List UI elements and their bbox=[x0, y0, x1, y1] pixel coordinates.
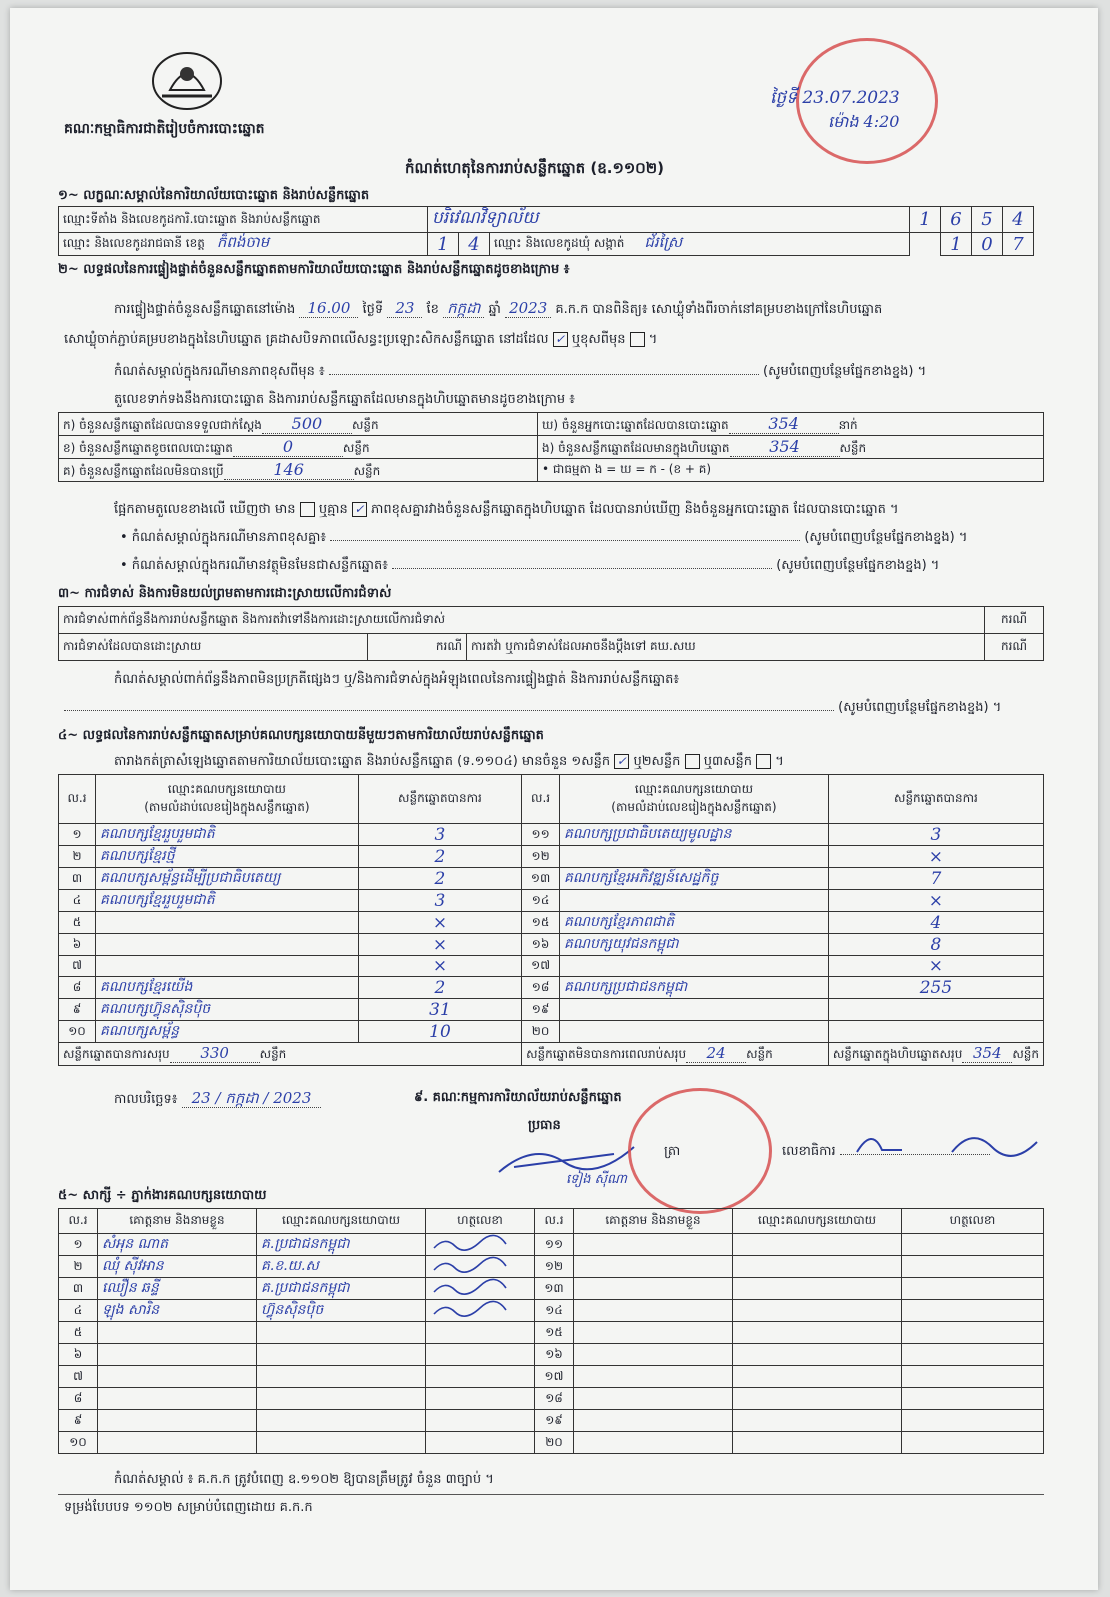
stamp-top-time: ម៉ោង 4:20 bbox=[828, 112, 900, 131]
witness-party bbox=[733, 1300, 902, 1322]
valid-votes: 255 bbox=[828, 977, 1043, 999]
witness-signature bbox=[426, 1344, 535, 1366]
valid-votes: 4 bbox=[828, 912, 1043, 934]
row-number: ៥ bbox=[59, 1322, 98, 1344]
secretary-label: លេខាធិការ bbox=[782, 1144, 990, 1160]
nec-emblem bbox=[150, 50, 224, 112]
witness-name bbox=[574, 1278, 733, 1300]
witness-party: ហ៊្វុនស៊ិនប៉ិច bbox=[257, 1300, 426, 1322]
results-row bbox=[59, 912, 1044, 934]
irregularity-fill: (សូមបំពេញបន្ថែមផ្នែកខាងខ្នង) ។ bbox=[64, 700, 1044, 716]
party-name bbox=[560, 846, 829, 868]
party-name: គណបក្សយុវជនកម្ពុជា bbox=[560, 934, 829, 956]
row-number: ៤ bbox=[59, 890, 96, 912]
province-code-1: 1 bbox=[428, 233, 459, 256]
witness-row bbox=[59, 1410, 1044, 1432]
witness-signature bbox=[426, 1322, 535, 1344]
witness-signature bbox=[902, 1410, 1044, 1432]
party-name bbox=[96, 934, 359, 956]
row-number: ១៦ bbox=[535, 1344, 574, 1366]
row-number: ៩ bbox=[59, 999, 96, 1021]
signature-scribble bbox=[430, 1256, 510, 1274]
party-name bbox=[560, 999, 829, 1021]
witness-row bbox=[59, 1234, 1044, 1256]
results-row bbox=[59, 999, 1044, 1021]
party-name bbox=[96, 912, 359, 934]
witness-party: គ.ប្រជាជនកម្ពុជា bbox=[257, 1278, 426, 1300]
valid-votes: 3 bbox=[358, 890, 521, 912]
witness-name bbox=[98, 1366, 257, 1388]
witness-party bbox=[257, 1432, 426, 1454]
commune-code-2: 0 bbox=[972, 233, 1003, 256]
witness-signature bbox=[902, 1344, 1044, 1366]
witness-party bbox=[733, 1344, 902, 1366]
row-number: ៦ bbox=[59, 934, 96, 956]
province-label: ឈ្មោះ និងលេខកូដរាជធានី ខេត្ត ក៏ពង់ចាម bbox=[59, 233, 428, 256]
row-number: ១០ bbox=[59, 1432, 98, 1454]
valid-votes: 2 bbox=[358, 846, 521, 868]
valid-votes: × bbox=[358, 912, 521, 934]
location-code-3: 5 bbox=[972, 207, 1003, 233]
row-number: ៦ bbox=[59, 1344, 98, 1366]
witness-signature bbox=[426, 1388, 535, 1410]
two-sheet-checkbox[interactable] bbox=[685, 754, 700, 769]
valid-votes: 8 bbox=[828, 934, 1043, 956]
commune-code-1: 1 bbox=[941, 233, 972, 256]
results-row bbox=[59, 934, 1044, 956]
witness-name: ឈឿន ឆន្ទី bbox=[98, 1278, 257, 1300]
witness-name bbox=[574, 1234, 733, 1256]
witness-party bbox=[733, 1278, 902, 1300]
location-code-4: 4 bbox=[1003, 207, 1034, 233]
party-name: គណបក្សខ្មែររួបរួមជាតិ bbox=[96, 824, 359, 846]
party-name bbox=[560, 890, 829, 912]
office-committee: ៩. គណៈកម្មការការិយាល័យរាប់សន្លឹកឆ្នោត bbox=[414, 1090, 622, 1105]
valid-votes: 3 bbox=[828, 824, 1043, 846]
tally-sheet-line: តារាងកត់ត្រាសំឡេងឆ្នោតតាមការិយាល័យបោះឆ្នោត និងរាប់សន្លឹកឆ្នោត (ទ.១១០៤) មានចំនួន ១សន្លឹក ✓ ឬ២សន្លឹក ឬ៣សន្លឹក ។ bbox=[114, 754, 784, 769]
valid-votes: 10 bbox=[358, 1021, 521, 1043]
row-number: ១៥ bbox=[535, 1322, 574, 1344]
row-number: ១ bbox=[59, 1234, 98, 1256]
witness-signature bbox=[426, 1410, 535, 1432]
witness-name bbox=[574, 1410, 733, 1432]
province-value: ក៏ពង់ចាម bbox=[216, 233, 270, 251]
witness-row bbox=[59, 1388, 1044, 1410]
witness-name bbox=[574, 1388, 733, 1410]
section5-title: ៥~ សាក្សី ÷ ភ្នាក់ងារគណបក្សនយោបាយ bbox=[58, 1188, 267, 1203]
stamp-label: ត្រា bbox=[664, 1144, 681, 1159]
row-number: ១៨ bbox=[535, 1388, 574, 1410]
objections-table: ការជំទាស់ពាក់ព័ន្ធនឹងការរាប់សន្លឹកឆ្នោត និងការតវ៉ាទៅនឹងការដោះស្រាយលើការជំទាស់ ករណី ការជំទាស់ដែលបានដោះស្រាយ ករណី ការតវ៉ា ឬការជំទាស់ដែលអាចនឹងប្តឹងទៅ គឃ.សឃ ករណី bbox=[58, 606, 1044, 661]
witness-party: គ.ខ.យ.ស bbox=[257, 1256, 426, 1278]
row-number: ១១ bbox=[522, 824, 560, 846]
section4-title: ៤~ លទ្ធផលនៃការរាប់សន្លឹកឆ្នោតសម្រាប់គណបក្សនយោបាយនីមួយៗតាមការិយាល័យរាប់សន្លឹកឆ្នោត bbox=[58, 728, 544, 743]
objection-row: ការជំទាស់ពាក់ព័ន្ធនឹងការរាប់សន្លឹកឆ្នោត និងការតវ៉ាទៅនឹងការដោះស្រាយលើការជំទាស់ bbox=[59, 607, 985, 634]
has-difference-checkbox[interactable] bbox=[300, 502, 315, 517]
witness-party bbox=[257, 1388, 426, 1410]
witness-signature bbox=[426, 1234, 535, 1256]
valid-votes: × bbox=[828, 846, 1043, 868]
location-code-1: 1 bbox=[910, 207, 941, 233]
witness-name bbox=[98, 1432, 257, 1454]
row-number: ១ bbox=[59, 824, 96, 846]
row-number: ២ bbox=[59, 1256, 98, 1278]
commune-label: ឈ្មោះ និងលេខកូដឃុំ សង្កាត់ ជ័រស្រៃ bbox=[490, 233, 910, 256]
party-name: គណបក្សខ្មែរថ្មី bbox=[96, 846, 359, 868]
section1-table bbox=[58, 206, 1034, 256]
party-name: គណបក្សប្រជាធិបតេយ្យមូលដ្ឋាន bbox=[560, 824, 829, 846]
row-number: ១៩ bbox=[522, 999, 560, 1021]
witness-row bbox=[59, 1278, 1044, 1300]
valid-votes: 3 bbox=[358, 824, 521, 846]
results-row bbox=[59, 1021, 1044, 1043]
ballots-in-box: 354 bbox=[730, 437, 840, 457]
no-difference-checkbox[interactable]: ✓ bbox=[352, 502, 367, 517]
witness-name bbox=[574, 1256, 733, 1278]
row-number: ៧ bbox=[59, 1366, 98, 1388]
row-number: ១៧ bbox=[522, 956, 560, 977]
verification-line: ការផ្ទៀងផ្ទាត់ចំនួនសន្លឹកឆ្នោតនៅម៉ោង 16.00 ថ្ងៃទី 23 ខែ កក្កដា ឆ្នាំ 2023 គ.ក.ក បានពិនិត្យ៖ សោឃ្លុំទាំងពីរចាក់នៅគម្របខាងក្រៅនៃហិបឆ្នោត bbox=[114, 299, 883, 317]
witness-party bbox=[733, 1322, 902, 1344]
witness-row bbox=[59, 1300, 1044, 1322]
witness-name bbox=[98, 1322, 257, 1344]
row-number: ១៩ bbox=[535, 1410, 574, 1432]
witness-signature bbox=[902, 1300, 1044, 1322]
spoiled-ballots: 0 bbox=[233, 437, 343, 457]
results-row bbox=[59, 977, 1044, 999]
irregularity-note: កំណត់សម្គាល់ពាក់ព័ន្ធនឹងភាពមិនប្រក្រតីផ្សេងៗ ឬ/និងការជំទាស់ក្នុងអំឡុងពេលនៃការផ្ទៀងផ្ទាត់ និងការរាប់សន្លឹកឆ្នោត៖ bbox=[114, 672, 680, 687]
form-footer: ទម្រង់បែបបទ ១១០២ សម្រាប់បំពេញដោយ គ.ក.ក bbox=[64, 1500, 313, 1515]
row-number: ២ bbox=[59, 846, 96, 868]
witness-signature bbox=[902, 1278, 1044, 1300]
witness-name bbox=[98, 1344, 257, 1366]
difference-note: កំណត់សម្គាល់ក្នុងករណីមានភាពខុសពីមុន ៖ (សូមបំពេញបន្ថែមផ្នែកខាងខ្នង) ។ bbox=[114, 364, 927, 379]
stamp-top-date: ថ្ងៃទី 23.07.2023 bbox=[770, 88, 900, 108]
difference-remark: • កំណត់សម្គាល់ក្នុងករណីមានភាពខុសគ្នា៖ (សូមបំពេញបន្ថែមផ្នែកខាងខ្នង) ។ bbox=[120, 530, 968, 545]
row-number: ៨ bbox=[59, 977, 96, 999]
received-ballots: 500 bbox=[262, 414, 352, 434]
witness-row bbox=[59, 1256, 1044, 1278]
party-name bbox=[560, 1021, 829, 1043]
row-number: ៩ bbox=[59, 1410, 98, 1432]
witness-row bbox=[59, 1344, 1044, 1366]
form-page bbox=[10, 8, 1098, 1590]
non-ballot-remark: • កំណត់សម្គាល់ក្នុងករណីមានវត្ថុមិនមែនជាសន្លឹកឆ្នោត៖ (សូមបំពេញបន្ថែមផ្នែកខាងខ្នង) ។ bbox=[120, 558, 940, 573]
row-number: ១៤ bbox=[522, 890, 560, 912]
signature-scribble bbox=[430, 1234, 510, 1252]
party-name: គណបក្សខ្មែររួបរួមជាតិ bbox=[96, 890, 359, 912]
stamp-bottom bbox=[628, 1088, 772, 1214]
row-number: ៣ bbox=[59, 868, 96, 890]
committee-name: គណៈកម្មាធិការជាតិរៀបចំការបោះឆ្នោត bbox=[64, 121, 265, 137]
valid-votes: × bbox=[358, 956, 521, 977]
row-number: ១៣ bbox=[522, 868, 560, 890]
appeal-objections: ការតវ៉ា ឬការជំទាស់ដែលអាចនឹងប្តឹងទៅ គឃ.សឃ bbox=[467, 634, 985, 661]
row-number: ១១ bbox=[535, 1234, 574, 1256]
total-invalid: សន្លឹកឆ្នោតមិនបានការពេលរាប់សរុប 24 សន្លឹក bbox=[522, 1043, 829, 1066]
results-row bbox=[59, 956, 1044, 977]
witness-signature bbox=[902, 1432, 1044, 1454]
results-row bbox=[59, 868, 1044, 890]
witness-signature bbox=[902, 1256, 1044, 1278]
valid-votes: × bbox=[828, 956, 1043, 977]
witness-name bbox=[574, 1300, 733, 1322]
witness-party bbox=[257, 1366, 426, 1388]
section2-title: ២~ លទ្ធផលនៃការផ្ទៀងផ្ទាត់ចំនួនសន្លឹកឆ្នោតតាមការិយាល័យបោះឆ្នោត និងរាប់សន្លឹកឆ្នោតដូចខាងក្រោម ៖ bbox=[58, 262, 570, 277]
row-number: ១៥ bbox=[522, 912, 560, 934]
witness-signature bbox=[426, 1300, 535, 1322]
witness-name bbox=[574, 1344, 733, 1366]
figures-intro: តួលេខទាក់ទងនឹងការបោះឆ្នោត និងការរាប់សន្លឹកឆ្នោតដែលមានក្នុងហិបឆ្នោតមានដូចខាងក្រោម ៖ bbox=[114, 392, 575, 407]
witness-party bbox=[733, 1256, 902, 1278]
valid-votes: 2 bbox=[358, 977, 521, 999]
witness-name bbox=[574, 1432, 733, 1454]
valid-votes: × bbox=[828, 890, 1043, 912]
resolved-objections: ការជំទាស់ដែលបានដោះស្រាយ bbox=[59, 634, 368, 661]
section3-title: ៣~ ការជំទាស់ និងការមិនយល់ព្រមតាមការដោះស្រាយលើការជំទាស់ bbox=[58, 586, 392, 601]
witness-signature bbox=[426, 1366, 535, 1388]
seal-status-line: សោឃ្លុំចាក់ភ្ជាប់គម្របខាងក្នុងនៃហិបឆ្នោត គ្រដាសបិទភាពលើសន្ធះប្រឡោះសិកសន្លឹកឆ្នោត នៅដដែល ✓ ឬខុសពីមុន ។ bbox=[64, 332, 658, 347]
valid-votes: 31 bbox=[358, 999, 521, 1021]
witness-name bbox=[574, 1322, 733, 1344]
witness-party bbox=[733, 1234, 902, 1256]
row-number: ១៧ bbox=[535, 1366, 574, 1388]
changed-checkbox[interactable] bbox=[630, 332, 645, 347]
row-number: ៥ bbox=[59, 912, 96, 934]
verification-day: 23 bbox=[387, 299, 422, 318]
witness-name: សំអុន ណាត bbox=[98, 1234, 257, 1256]
row-number: ៤ bbox=[59, 1300, 98, 1322]
voters-count: 354 bbox=[729, 414, 839, 434]
party-name: គណបក្សប្រជាជនកម្ពុជា bbox=[560, 977, 829, 999]
commune-code-3: 7 bbox=[1003, 233, 1034, 256]
row-number: ២០ bbox=[522, 1021, 560, 1043]
row-number: ៨ bbox=[59, 1388, 98, 1410]
witness-name bbox=[574, 1366, 733, 1388]
figures-table: ក) ចំនួនសន្លឹកឆ្នោតដែលបានទទួលជាក់ស្តែង 500 សន្លឹក ឃ) ចំនួនអ្នកបោះឆ្នោតដែលបានបោះឆ្នោត 354 នាក់ ខ) ចំនួនសន្លឹកឆ្នោតខូចពេលបោះឆ្នោត 0 សន្លឹក ង) ចំនួនសន្លឹកឆ្នោតដែលមានក្នុងហិបឆ្នោត 354 សន្លឹក គ) ចំនួនសន្លឹកឆ្នោតដែលមិនបានប្រើ 146 សន្លឹក • ជាធម្មតា ង = ឃ = ក - (ខ + គ) bbox=[58, 412, 1044, 482]
witness-signature bbox=[902, 1234, 1044, 1256]
party-name: គណបក្សសម្ព័ន្ធ bbox=[96, 1021, 359, 1043]
witness-party bbox=[257, 1344, 426, 1366]
row-number: ១៦ bbox=[522, 934, 560, 956]
unused-ballots: 146 bbox=[224, 460, 354, 480]
witness-row bbox=[59, 1432, 1044, 1454]
valid-votes bbox=[828, 999, 1043, 1021]
witness-party bbox=[257, 1410, 426, 1432]
row-number: ១០ bbox=[59, 1021, 96, 1043]
results-table: ល.រ ឈ្មោះគណបក្សនយោបាយ (តាមលំដាប់លេខរៀងក្នុងសន្លឹកឆ្នោត) សន្លឹកឆ្នោតបានការ ល.រ ឈ្មោះគណបក្សនយោបាយ (តាមលំដាប់លេខរៀងក្នុងសន្លឹកឆ្នោត) សន្លឹកឆ្នោតបានការ ១ គណបក្សខ្មែររួបរួមជាតិ 3 ១១ គណបក្សប្រជាធិបតេយ្យមូលដ្ឋាន 3 ២ គណបក្សខ្មែរថ្មី 2 ១២ × ៣ គណបក្សសម្ព័ន្ធដើម្បីប្រជាធិបតេយ្យ 2 ១៣ គណបក្សខ្មែរអភិវឌ្ឍន៍សេដ្ឋកិច្ច 7 ៤ គណបក្សខ្មែររួបរួមជាតិ 3 ១៤ × ៥ × ១៥ គណបក្សខ្មែរភាពជាតិ 4 ៦ × ១៦ គណបក្សយុវជនកម្ពុជា 8 ៧ × ១៧ × ៨ គណបក្សខ្មែរយើង 2 ១៨ គណបក្សប្រជាជនកម្ពុជា 255 ៩ គណបក្សហ៊្វុនស៊ិនប៉ិច 31 ១៩ ១០ គណបក្សសម្ព័ន្ធ 10 ២០ សន្លឹកឆ្នោតបានការសរុប 330 សន្លឹក សន្លឹកឆ្នោតមិនបានការពេលរាប់សរុប 24 សន្លឹក សន្លឹកឆ្នោតក្នុងហិបឆ្នោតសរុប 354 សន្លឹក bbox=[58, 774, 1044, 1066]
form-title: កំណត់ហេតុនៃការរាប់សន្លឹកឆ្នោត (ឧ.១១០២) bbox=[405, 159, 665, 177]
province-code-2: 4 bbox=[459, 233, 490, 256]
location-label: ឈ្មោះទីតាំង និងលេខកូដការិ.បោះឆ្នោត និងរាប់សន្លឹកឆ្នោត bbox=[59, 207, 428, 233]
footnote: កំណត់សម្គាល់ ៖ គ.ក.ក ត្រូវបំពេញ ឧ.១១០២ ឱ្យបានត្រឹមត្រូវ ចំនួន ៣ច្បាប់ ។ bbox=[114, 1472, 494, 1487]
footer-divider bbox=[58, 1494, 1044, 1495]
witness-party bbox=[733, 1432, 902, 1454]
unchanged-checkbox[interactable]: ✓ bbox=[553, 332, 568, 347]
verification-month: កក្កដា bbox=[443, 299, 484, 318]
witness-row bbox=[59, 1366, 1044, 1388]
witness-party bbox=[733, 1388, 902, 1410]
valid-votes: × bbox=[358, 934, 521, 956]
party-name bbox=[560, 956, 829, 977]
valid-votes: 7 bbox=[828, 868, 1043, 890]
discrepancy-line: ផ្អែកតាមតួលេខខាងលើ ឃើញថា មាន ឬគ្មាន ✓ ភាពខុសគ្នារវាងចំនួនសន្លឹកឆ្នោតក្នុងហិបឆ្នោត ដែលបានរាប់ឃើញ និងចំនួនអ្នកបោះឆ្នោត ដែលបានបោះឆ្នោត ។ bbox=[114, 502, 899, 517]
witness-name bbox=[98, 1410, 257, 1432]
witness-name bbox=[98, 1388, 257, 1410]
party-name: គណបក្សខ្មែរយើង bbox=[96, 977, 359, 999]
section1-title: ១~ លក្ខណៈសម្គាល់នៃការិយាល័យបោះឆ្នោត និងរាប់សន្លឹកឆ្នោត bbox=[58, 188, 370, 203]
signature-scribble bbox=[430, 1300, 510, 1318]
witness-row bbox=[59, 1322, 1044, 1344]
row-number: ៧ bbox=[59, 956, 96, 977]
witness-name: ឈុំ ស៊ីវអាន bbox=[98, 1256, 257, 1278]
witness-party bbox=[733, 1410, 902, 1432]
witness-party bbox=[733, 1366, 902, 1388]
witness-signature bbox=[902, 1388, 1044, 1410]
results-row bbox=[59, 890, 1044, 912]
party-name: គណបក្សហ៊្វុនស៊ិនប៉ិច bbox=[96, 999, 359, 1021]
results-row bbox=[59, 846, 1044, 868]
witness-table: ល.រ គោត្តនាម និងនាមខ្លួន ឈ្មោះគណបក្សនយោបាយ ហត្ថលេខា ល.រ គោត្តនាម និងនាមខ្លួន ឈ្មោះគណបក្សនយោបាយ ហត្ថលេខា ១ សំអុន ណាត គ.ប្រជាជនកម្ពុជា ១១ ២ ឈុំ ស៊ីវអាន គ.ខ.យ.ស ១២ ៣ ឈឿន ឆន្ទី គ.ប្រជាជនកម្ពុជា ១៣ ៤ ឡុង សារិន ហ៊្វុនស៊ិនប៉ិច ១៤ ៥ ១៥ ៦ ១៦ ៧ ១៧ ៨ ១៨ ៩ ១៩ ១០ ២០ bbox=[58, 1208, 1044, 1454]
witness-signature bbox=[426, 1256, 535, 1278]
verification-year: 2023 bbox=[505, 299, 551, 318]
verification-time: 16.00 bbox=[299, 299, 358, 318]
commune-value: ជ័រស្រៃ bbox=[644, 233, 683, 251]
total-in-box: សន្លឹកឆ្នោតក្នុងហិបឆ្នោតសរុប 354 សន្លឹក bbox=[828, 1043, 1043, 1066]
one-sheet-checkbox[interactable]: ✓ bbox=[614, 754, 629, 769]
witness-signature bbox=[426, 1278, 535, 1300]
row-number: ១២ bbox=[522, 846, 560, 868]
result-date: កាលបរិច្ឆេទ៖ 23 / កក្កដា / 2023 bbox=[114, 1090, 321, 1108]
witness-signature bbox=[426, 1432, 535, 1454]
chair-label: ប្រធាន bbox=[528, 1118, 561, 1133]
location-code-2: 6 bbox=[941, 207, 972, 233]
witness-party bbox=[257, 1322, 426, 1344]
party-name: គណបក្សខ្មែរភាពជាតិ bbox=[560, 912, 829, 934]
row-number: ១២ bbox=[535, 1256, 574, 1278]
chair-name: ទៀង ស៊ីណា bbox=[566, 1172, 628, 1187]
results-row bbox=[59, 824, 1044, 846]
row-number: ១៤ bbox=[535, 1300, 574, 1322]
witness-signature bbox=[902, 1322, 1044, 1344]
party-name: គណបក្សខ្មែរអភិវឌ្ឍន៍សេដ្ឋកិច្ច bbox=[560, 868, 829, 890]
row-number: ២០ bbox=[535, 1432, 574, 1454]
secretary-signature bbox=[852, 1122, 1042, 1166]
witness-party: គ.ប្រជាជនកម្ពុជា bbox=[257, 1234, 426, 1256]
three-sheet-checkbox[interactable] bbox=[756, 754, 771, 769]
signature-scribble bbox=[430, 1278, 510, 1296]
party-name: គណបក្សសម្ព័ន្ធដើម្បីប្រជាធិបតេយ្យ bbox=[96, 868, 359, 890]
row-number: ១៨ bbox=[522, 977, 560, 999]
row-number: ៣ bbox=[59, 1278, 98, 1300]
party-name bbox=[96, 956, 359, 977]
total-valid: សន្លឹកឆ្នោតបានការសរុប 330 សន្លឹក bbox=[59, 1043, 522, 1066]
location-value: បរិវេណវិទ្យាល័យ bbox=[428, 207, 910, 233]
valid-votes: 2 bbox=[358, 868, 521, 890]
valid-votes bbox=[828, 1021, 1043, 1043]
row-number: ១៣ bbox=[535, 1278, 574, 1300]
witness-signature bbox=[902, 1366, 1044, 1388]
witness-name: ឡុង សារិន bbox=[98, 1300, 257, 1322]
